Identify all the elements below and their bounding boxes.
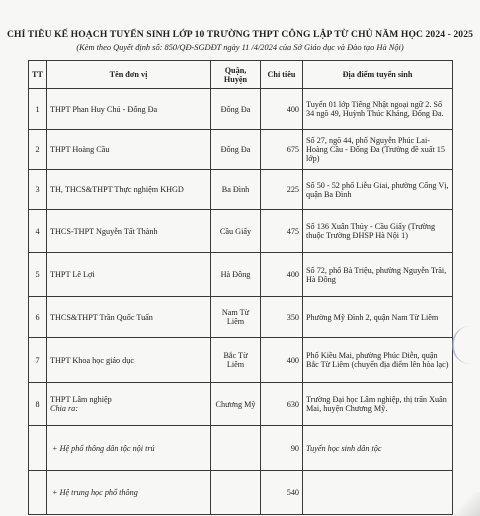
table-row (29, 130, 453, 170)
cell-location: Phường Mỹ Đình 2, quận Nam Từ Liêm (303, 297, 453, 338)
page-curl (440, 492, 480, 516)
table-row (29, 170, 453, 210)
cell-unit: THPT Phan Huy Chú - Đống Đa (47, 89, 211, 130)
cell-tt: 5 (29, 253, 47, 297)
table-row (29, 253, 453, 297)
table-row (29, 210, 453, 253)
cell-unit: THPT Lê Lợi (47, 253, 211, 297)
cell-quota: 630 (261, 383, 303, 426)
cell-quota: 350 (261, 297, 303, 338)
cell-unit: THCS&THPT Trần Quốc Tuấn (47, 297, 211, 338)
cell-district: Hà Đông (211, 253, 261, 297)
cell-location: Trường Đại học Lâm nghiệp, thị trấn Xuân Mai, huyện Chương Mỹ. (303, 383, 453, 426)
cell-location: Phố Kiều Mai, phường Phúc Diễn, quận Bắc Từ Liêm (chuyển địa điểm lên hòa lạc) (303, 338, 453, 383)
header-tt: TT (29, 61, 47, 89)
cell-tt (29, 471, 47, 515)
cell-district: Bắc Từ Liêm (211, 338, 261, 383)
document-subtitle: (Kèm theo Quyết định số: 850/QĐ-SGDĐT ngày 11 /4/2024 của Sở Giáo dục và Đào tạo Hà Nội) (76, 43, 404, 52)
cell-district: Nam Từ Liêm (211, 297, 261, 338)
table-row (29, 297, 453, 338)
cell-tt: 3 (29, 170, 47, 210)
table-row (29, 338, 453, 383)
cell-tt: 2 (29, 130, 47, 170)
table-subrow (29, 426, 453, 471)
cell-quota: 400 (261, 338, 303, 383)
header-unit: Tên đơn vị (47, 61, 211, 89)
cell-quota: 225 (261, 170, 303, 210)
cell-district (211, 426, 261, 471)
table-subrow (29, 471, 453, 515)
table-row (29, 383, 453, 426)
cell-district (211, 471, 261, 515)
cell-unit: THCS-THPT Nguyễn Tất Thành (47, 210, 211, 253)
cell-tt (29, 426, 47, 471)
cell-quota: 475 (261, 210, 303, 253)
table-row (29, 89, 453, 130)
cell-unit: THPT Hoàng Cầu (47, 130, 211, 170)
cell-district: Đống Đa (211, 89, 261, 130)
cell-tt: 4 (29, 210, 47, 253)
cell-tt: 8 (29, 383, 47, 426)
header-location: Địa điểm tuyển sinh (303, 61, 453, 89)
cell-unit: THPT Khoa học giáo dục (47, 338, 211, 383)
cell-unit (47, 383, 211, 426)
cell-location: Tuyển học sinh dân tộc (303, 426, 453, 471)
cell-location: Số 136 Xuân Thủy - Cầu Giấy (Trường thuộc Trường ĐHSP Hà Nội 1) (303, 210, 453, 253)
cell-location (303, 471, 453, 515)
cell-unit: + Hệ phổ thông dân tộc nội trú (47, 426, 211, 471)
enrollment-table (28, 60, 453, 515)
cell-quota: 90 (261, 426, 303, 471)
cell-tt: 6 (29, 297, 47, 338)
table-header-row (29, 61, 453, 89)
header-quota: Chỉ tiêu (261, 61, 303, 89)
cell-location: Số 50 - 52 phố Liễu Giai, phường Cống Vị, quận Ba Đình (303, 170, 453, 210)
cell-unit-name: THPT Lâm nghiệp (50, 395, 112, 404)
cell-district: Cầu Giấy (211, 210, 261, 253)
cell-district: Ba Đình (211, 170, 261, 210)
cell-location: Số 72, phố Bà Triệu, phường Nguyễn Trãi, Hà Đông (303, 253, 453, 297)
cell-district: Đống Đa (211, 130, 261, 170)
cell-quota: 400 (261, 89, 303, 130)
cell-unit: TH, THCS&THPT Thực nghiệm KHGD (47, 170, 211, 210)
cell-location: Số 27, ngõ 44, phố Nguyễn Phúc Lai- Hoàng Cầu - Đống Đa (Trường đề xuất 15 lớp) (303, 130, 453, 170)
cell-tt: 1 (29, 89, 47, 130)
cell-quota: 540 (261, 471, 303, 515)
cell-tt: 7 (29, 338, 47, 383)
document-title: CHỈ TIÊU KẾ HOẠCH TUYỂN SINH LỚP 10 TRƯỜNG THPT CÔNG LẬP TỪ CHỦ NĂM HỌC 2024 - 2025 (6, 29, 473, 40)
header-district: Quận, Huyện (211, 61, 261, 89)
cell-quota: 675 (261, 130, 303, 170)
cell-unit: + Hệ trung học phổ thông (47, 471, 211, 515)
cell-district: Chương Mỹ (211, 383, 261, 426)
cell-quota: 400 (261, 253, 303, 297)
stamp-mark (452, 326, 470, 364)
cell-location: Tuyển 01 lớp Tiếng Nhật ngoại ngữ 2. Số 34 ngõ 49, Huỳnh Thúc Kháng, Đống Đa. (303, 89, 453, 130)
cell-unit-sub: Chia ra: (50, 404, 78, 413)
